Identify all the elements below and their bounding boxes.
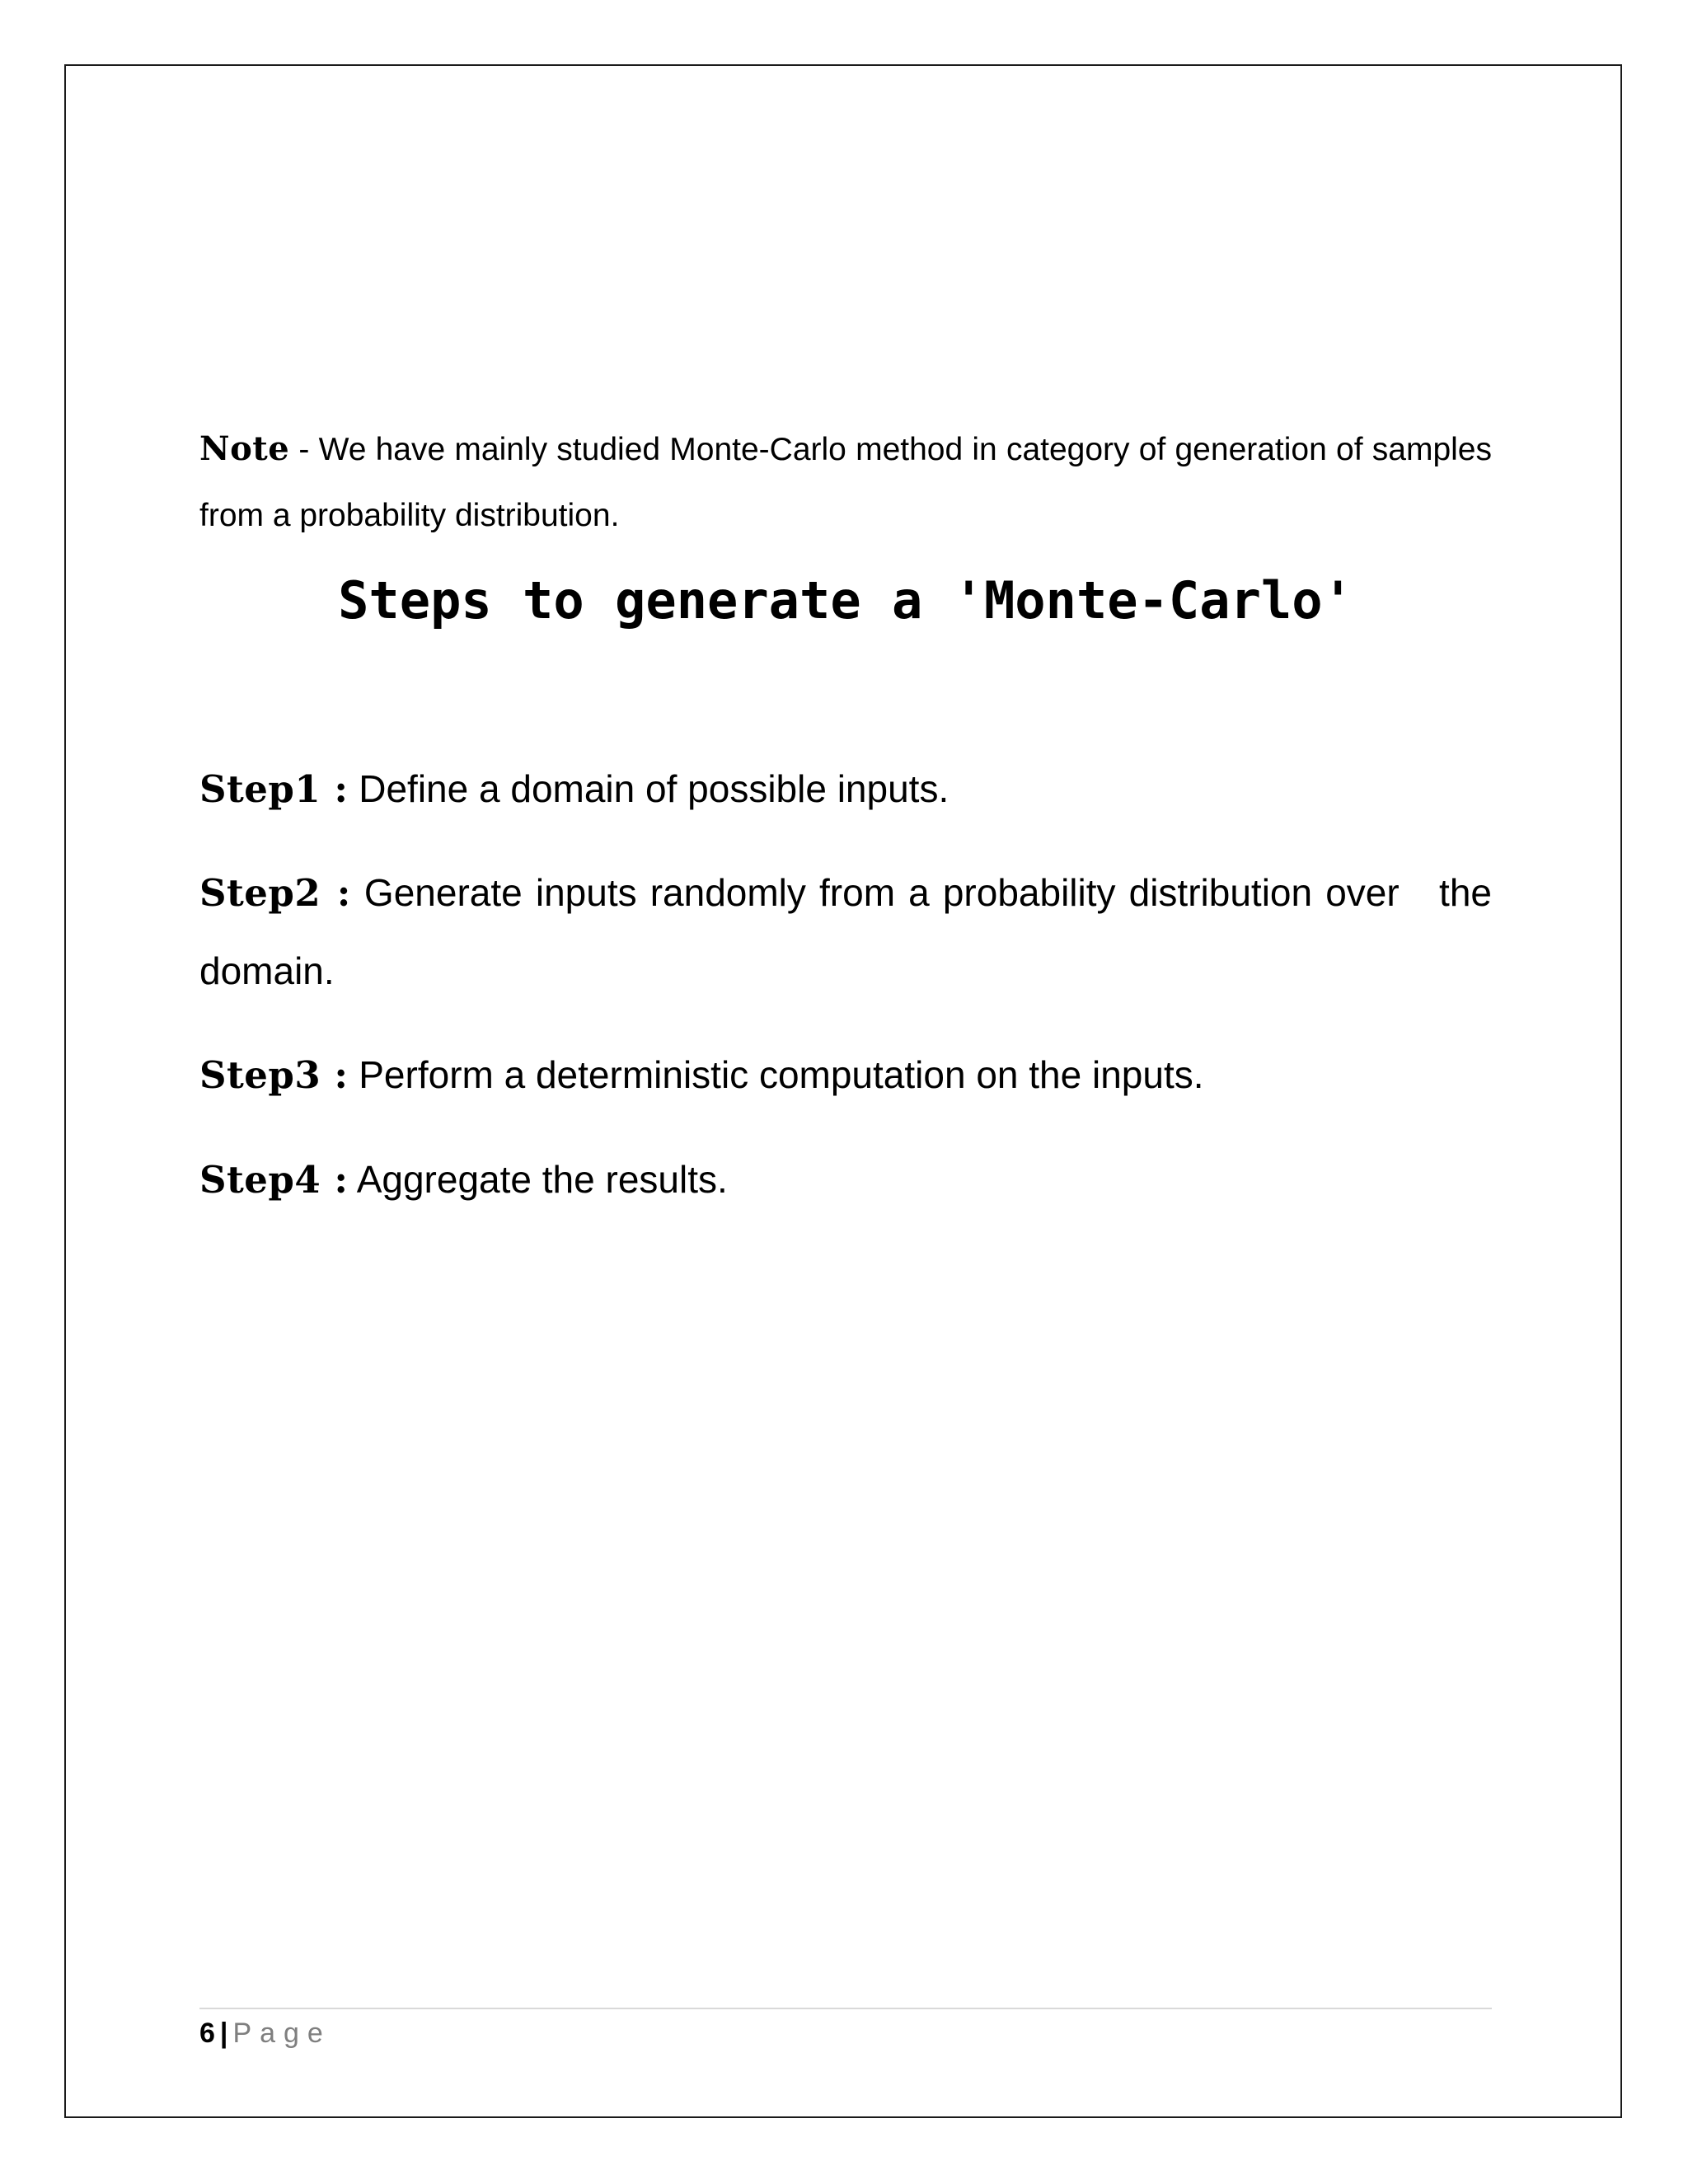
page-footer (199, 2014, 331, 2052)
section-heading: Steps to generate a 'Monte-Carlo' (338, 570, 1353, 630)
footer-divider (199, 2008, 1492, 2009)
step-label-4: Step4 : (199, 1158, 349, 1202)
step-item-4 (199, 1141, 1492, 1219)
step-label-1: Step1 : (199, 767, 349, 811)
page-number: 6 (199, 2018, 215, 2049)
note-label: Note (199, 429, 290, 468)
note-paragraph (199, 416, 1492, 549)
step-item-3 (199, 1036, 1492, 1114)
step-label-3: Step3 : (199, 1053, 349, 1097)
step-item-2 (199, 854, 1503, 1010)
page-word: Page (232, 2018, 331, 2049)
step-text-4: Aggregate the results. (348, 1158, 728, 1201)
step-text-3: Perform a deterministic computation on the inputs. (348, 1053, 1204, 1096)
footer-separator: | (219, 2018, 228, 2049)
step-label-2: Step2 : (199, 871, 351, 915)
note-text: - We have mainly studied Monte-Carlo method in category of generation of samples from a probability distribution. (199, 432, 1492, 533)
step-text-2: Generate inputs randomly from a probability distribution over the domain. (199, 871, 1503, 992)
step-text-1: Define a domain of possible inputs. (348, 767, 950, 810)
step-item-1 (199, 750, 1492, 828)
